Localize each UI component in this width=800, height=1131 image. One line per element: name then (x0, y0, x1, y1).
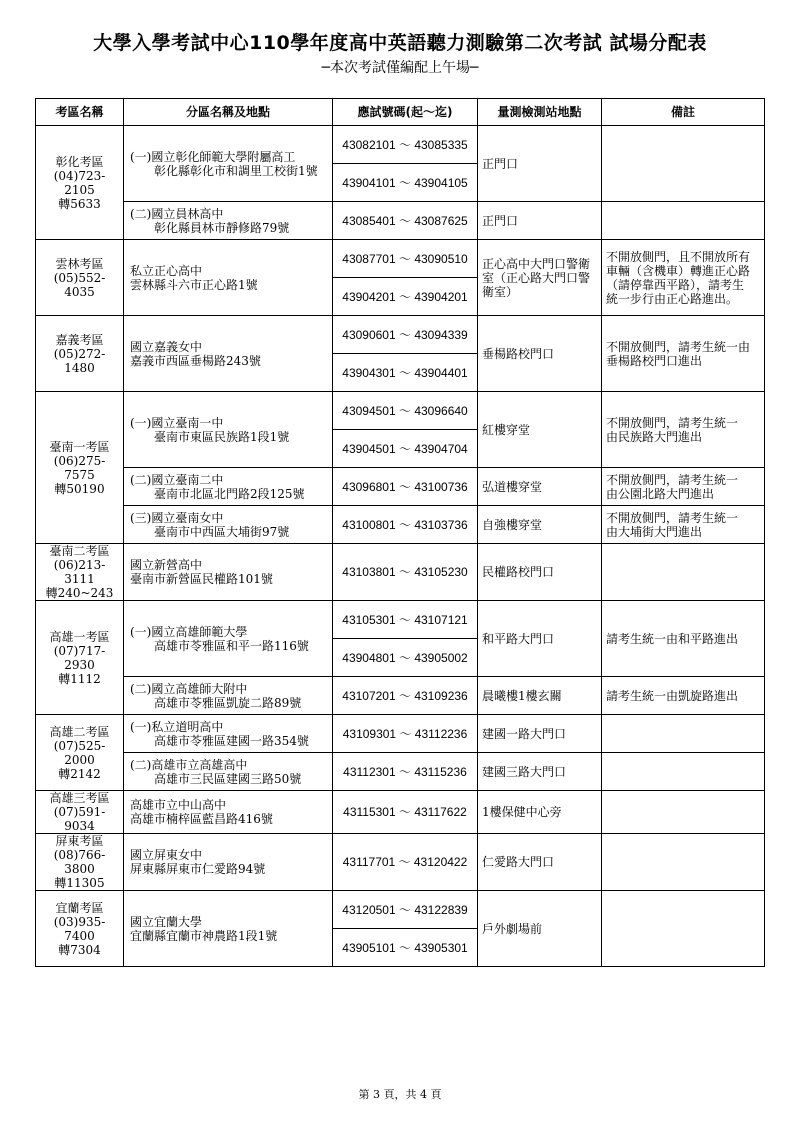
cell-line: (04)723-2105 (53, 168, 106, 197)
station-cell (478, 601, 602, 677)
table-row (36, 468, 765, 506)
range-cell: 43905101 ～ 43905301 (333, 929, 478, 967)
cell-line: 正心高中大門口警衛 (482, 256, 591, 271)
cell-line: 轉50190 (54, 481, 105, 496)
cell-line: 彰化考區 (55, 154, 104, 169)
cell-line: 臺南二考區 (49, 544, 110, 558)
site-cell (124, 753, 333, 791)
table-header-row (36, 99, 765, 126)
site-cell (124, 544, 333, 601)
header-area: 考區名稱 (36, 99, 124, 126)
table-row (36, 126, 765, 164)
range-cell: 43107201 ～ 43109236 (333, 677, 478, 715)
range-cell: 43096801 ～ 43100736 (333, 468, 478, 506)
cell-line: 不開放側門，請考生統一 (606, 472, 739, 487)
range-cell: 43105301 ～ 43107121 (333, 601, 478, 639)
table-row (36, 544, 765, 601)
range-cell: 43117701 ～ 43120422 (333, 834, 478, 891)
cell-line: 不開放側門，請考生統一 (606, 510, 739, 525)
site-cell (124, 891, 333, 967)
cell-line: (03)935-7400 (53, 914, 106, 943)
site-cell (124, 202, 333, 240)
site-cell (124, 791, 333, 834)
note-cell (602, 834, 765, 891)
cell-line: 車輛（含機車）轉進正心路 (606, 263, 751, 278)
table-row (36, 791, 765, 834)
cell-line: 請考生統一由和平路進出 (606, 631, 739, 646)
range-cell: 43904101 ～ 43904105 (333, 164, 478, 202)
site-cell (124, 601, 333, 677)
table-row (36, 715, 765, 753)
station-cell (478, 240, 602, 316)
range-cell: 43103801 ～ 43105230 (333, 544, 478, 601)
area-cell (36, 891, 124, 967)
range-cell: 43904801 ～ 43905002 (333, 639, 478, 677)
cell-line: 轉2142 (58, 766, 101, 781)
cell-line: 轉7304 (58, 942, 101, 957)
note-cell (602, 715, 765, 753)
range-cell: 43904301 ～ 43904401 (333, 354, 478, 392)
note-cell (602, 240, 765, 316)
station-cell (478, 677, 602, 715)
site-cell (124, 126, 333, 202)
site-cell (124, 468, 333, 506)
cell-line: 由公園北路大門進出 (606, 486, 715, 501)
note-cell (602, 753, 765, 791)
cell-line: 國立屏東女中 (130, 848, 203, 862)
cell-line: 國立新營高中 (130, 558, 203, 572)
page-subtitle: ─本次考試僅編配上午場─ (321, 60, 479, 76)
cell-line: 宜蘭縣宜蘭市神農路1段1號 (130, 928, 278, 943)
cell-line: (一)國立臺南一中 (130, 415, 224, 430)
station-cell (478, 202, 602, 240)
cell-line: (二)國立員林高中 (130, 206, 224, 221)
cell-line: 轉240~243 (45, 586, 114, 600)
cell-line: (05)272-1480 (53, 346, 106, 375)
cell-line: 國立嘉義女中 (130, 339, 203, 354)
table-body (36, 126, 765, 967)
table-row (36, 240, 765, 278)
note-cell (602, 601, 765, 677)
cell-line: (07)525-2000 (53, 738, 106, 767)
range-cell: 43109301 ～ 43112236 (333, 715, 478, 753)
header-station: 量測檢測站地點 (478, 99, 602, 126)
cell-line: 私立正心高中 (130, 263, 203, 278)
site-cell (124, 677, 333, 715)
range-cell: 43094501 ～ 43096640 (333, 392, 478, 430)
cell-line: 紅樓穿堂 (482, 422, 531, 437)
cell-line: 屏東縣屏東市仁愛路94號 (130, 862, 266, 876)
cell-line: 國立宜蘭大學 (130, 914, 203, 929)
cell-line: 不開放側門，且不開放所有 (606, 249, 751, 264)
cell-line: (07)717-2930 (53, 643, 106, 672)
header-note: 備註 (602, 99, 765, 126)
table-row (36, 677, 765, 715)
area-cell (36, 240, 124, 316)
site-cell (124, 506, 333, 544)
cell-line: 正門口 (482, 156, 519, 171)
note-cell (602, 891, 765, 967)
cell-line: 統一步行由正心路進出。 (606, 291, 739, 306)
area-cell (36, 791, 124, 834)
area-cell (36, 392, 124, 544)
cell-line: 臺南市東區民族路1段1號 (130, 429, 290, 444)
station-cell (478, 544, 602, 601)
cell-line: (一)國立彰化師範大學附屬高工 (130, 149, 296, 164)
cell-line: 轉11305 (54, 876, 105, 890)
range-cell: 43112301 ～ 43115236 (333, 753, 478, 791)
cell-line: (二)高雄市立高雄高中 (130, 757, 248, 772)
note-cell (602, 791, 765, 834)
cell-line: 戶外劇場前 (482, 921, 543, 936)
cell-line: 高雄三考區 (49, 791, 110, 805)
cell-line: 轉1112 (58, 671, 101, 686)
cell-line: 嘉義考區 (55, 332, 104, 347)
cell-line: 由大埔街大門進出 (606, 524, 703, 539)
range-cell: 43082101 ～ 43085335 (333, 126, 478, 164)
table-row (36, 891, 765, 929)
cell-line: 垂楊路校門口進出 (606, 353, 703, 368)
table-row (36, 601, 765, 639)
cell-line: (07)591-9034 (53, 805, 106, 833)
station-cell (478, 468, 602, 506)
cell-line: 垂楊路校門口 (482, 346, 555, 361)
cell-line: (06)213-3111 (53, 558, 106, 586)
area-cell (36, 715, 124, 791)
cell-line: 正門口 (482, 213, 519, 228)
cell-line: 衛室） (482, 284, 519, 299)
table-row (36, 506, 765, 544)
note-cell (602, 468, 765, 506)
area-cell (36, 834, 124, 891)
station-cell (478, 126, 602, 202)
area-cell (36, 126, 124, 240)
station-cell (478, 392, 602, 468)
station-cell (478, 891, 602, 967)
cell-line: （請停靠西平路），請考生 (606, 277, 745, 292)
cell-line: (三)國立臺南女中 (130, 510, 224, 525)
table-row (36, 202, 765, 240)
cell-line: 高雄市楠梓區藍昌路416號 (130, 812, 273, 826)
cell-line: (05)552-4035 (53, 270, 106, 299)
site-cell (124, 834, 333, 891)
range-cell: 43904201 ～ 43904201 (333, 278, 478, 316)
station-cell (478, 834, 602, 891)
cell-line: 高雄市苓雅區建國一路354號 (130, 733, 309, 748)
range-cell: 43090601 ～ 43094339 (333, 316, 478, 354)
range-cell: 43100801 ～ 43103736 (333, 506, 478, 544)
site-cell (124, 316, 333, 392)
cell-line: 仁愛路大門口 (482, 855, 555, 869)
cell-line: 請考生統一由凱旋路進出 (606, 688, 739, 703)
cell-line: 轉5633 (58, 196, 101, 211)
cell-line: 高雄市三民區建國三路50號 (130, 771, 302, 786)
cell-line: 民權路校門口 (482, 565, 555, 579)
cell-line: 高雄一考區 (49, 629, 110, 644)
note-cell (602, 677, 765, 715)
cell-line: 由民族路大門進出 (606, 429, 703, 444)
allocation-table (35, 98, 765, 967)
station-cell (478, 506, 602, 544)
cell-line: 弘道樓穿堂 (482, 479, 543, 494)
cell-line: 臺南市中西區大埔街97號 (130, 524, 290, 539)
cell-line: (一)私立道明高中 (130, 719, 224, 734)
cell-line: 自強樓穿堂 (482, 517, 543, 532)
station-cell (478, 791, 602, 834)
area-cell (36, 316, 124, 392)
cell-line: 建國三路大門口 (482, 764, 567, 779)
site-cell (124, 715, 333, 753)
range-cell: 43085401 ～ 43087625 (333, 202, 478, 240)
cell-line: 不開放側門，請考生統一由 (606, 339, 751, 354)
cell-line: 臺南一考區 (49, 439, 110, 454)
header-site: 分區名稱及地點 (124, 99, 333, 126)
cell-line: 彰化縣彰化市和調里工校街1號 (130, 163, 318, 178)
cell-line: 屏東考區 (55, 834, 104, 848)
range-cell: 43904501 ～ 43904704 (333, 430, 478, 468)
area-cell (36, 544, 124, 601)
cell-line: 嘉義市西區垂楊路243號 (130, 353, 261, 368)
cell-line: (一)國立高雄師範大學 (130, 624, 248, 639)
station-cell (478, 715, 602, 753)
range-cell: 43120501 ～ 43122839 (333, 891, 478, 929)
note-cell (602, 202, 765, 240)
cell-line: 高雄市立中山高中 (130, 798, 227, 812)
site-cell (124, 392, 333, 468)
note-cell (602, 316, 765, 392)
header-range: 應試號碼(起～迄) (333, 99, 478, 126)
table-row (36, 834, 765, 891)
note-cell (602, 126, 765, 202)
note-cell (602, 392, 765, 468)
cell-line: 和平路大門口 (482, 631, 555, 646)
table-row (36, 753, 765, 791)
cell-line: 雲林縣斗六市正心路1號 (130, 277, 258, 292)
cell-line: 彰化縣員林市靜修路79號 (130, 220, 290, 235)
area-cell (36, 601, 124, 715)
cell-line: 宜蘭考區 (55, 900, 104, 915)
cell-line: 1樓保健中心旁 (482, 805, 562, 819)
cell-line: 室（正心路大門口警 (482, 270, 591, 285)
cell-line: (06)275-7575 (53, 453, 106, 482)
cell-line: (二)國立高雄師大附中 (130, 681, 248, 696)
cell-line: 臺南市北區北門路2段125號 (130, 486, 305, 501)
table-row (36, 392, 765, 430)
note-cell (602, 544, 765, 601)
cell-line: 晨曦樓1樓玄關 (482, 688, 562, 703)
cell-line: 高雄市苓雅區凱旋二路89號 (130, 695, 302, 710)
cell-line: 高雄二考區 (49, 724, 110, 739)
cell-line: 建國一路大門口 (482, 726, 567, 741)
cell-line: 高雄市苓雅區和平一路116號 (130, 638, 309, 653)
cell-line: (二)國立臺南二中 (130, 472, 224, 487)
station-cell (478, 753, 602, 791)
cell-line: 雲林考區 (55, 256, 104, 271)
note-cell (602, 506, 765, 544)
page-footer: 第 3 頁，共 4 頁 (358, 1088, 442, 1101)
range-cell: 43115301 ～ 43117622 (333, 791, 478, 834)
table-row (36, 316, 765, 354)
site-cell (124, 240, 333, 316)
page-title: 大學入學考試中心110學年度高中英語聽力測驗第二次考試 試場分配表 (93, 32, 707, 54)
range-cell: 43087701 ～ 43090510 (333, 240, 478, 278)
cell-line: 不開放側門，請考生統一 (606, 415, 739, 430)
station-cell (478, 316, 602, 392)
cell-line: (08)766-3800 (53, 848, 106, 876)
cell-line: 臺南市新營區民權路101號 (130, 572, 273, 586)
